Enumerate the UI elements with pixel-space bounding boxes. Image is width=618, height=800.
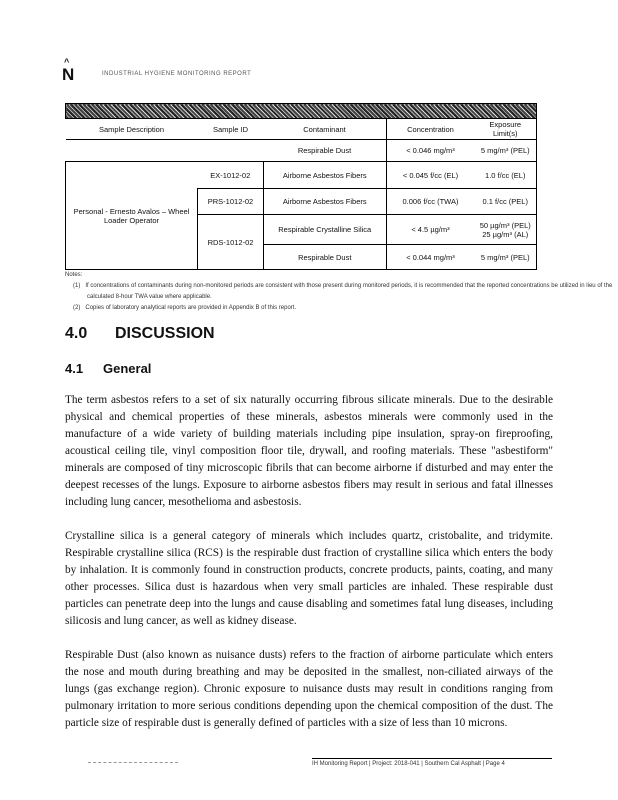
contaminant-cell: Airborne Asbestos Fibers <box>264 189 387 215</box>
concentration-cell: 0.006 f/cc (TWA) <box>386 189 475 215</box>
running-header: INDUSTRIAL HYGIENE MONITORING REPORT <box>102 71 252 77</box>
company-logo: ^ N <box>62 57 75 84</box>
sample-description-cell: Personal - Ernesto Avalos – Wheel Loader Operator <box>66 162 198 270</box>
section-heading: 4.0 DISCUSSION <box>65 325 215 342</box>
concentration-cell: < 0.046 mg/m³ <box>386 140 475 162</box>
table-row <box>66 140 537 162</box>
col-header: Contaminant <box>264 119 387 140</box>
col-header: Concentration <box>386 119 475 140</box>
col-header: Sample ID <box>198 119 264 140</box>
sample-id-cell: EX-1012-02 <box>210 170 251 180</box>
limit-cell: 5 mg/m³ (PEL) <box>475 245 537 270</box>
contaminant-cell: Respirable Crystalline Silica <box>264 215 387 245</box>
contaminant-cell: Respirable Dust <box>297 146 352 155</box>
note-item: (2) Copies of laboratory analytical reports are provided in Appendix B of this report. <box>73 305 297 311</box>
footer-rule <box>88 762 178 763</box>
paragraph: Crystalline silica is a general category of minerals which includes quartz, cristobalite, and tridymite. Respirable crystalline silica (RCS) is the respirable dust fraction of crystalline silica which enters the body by inhalation. It is commonly found in construction products, concrete products, paints, coating, and many other processes. Silica dust is hazardous when very small particles are inhaled. These respirable dust particles can penetrate deep into the lungs and cause disabling and sometimes fatal lung diseases, including silicosis and lung cancer, as well as kidney disease. <box>65 530 553 627</box>
subsection-heading: 4.1 General <box>65 361 152 376</box>
limit-cell: 1.0 f/cc (EL) <box>475 162 537 189</box>
concentration-cell: < 4.5 µg/m³ <box>386 215 475 245</box>
concentration-cell: < 0.044 mg/m³ <box>386 245 475 270</box>
col-header: Sample Description <box>66 119 198 140</box>
concentration-cell: < 0.045 f/cc (EL) <box>386 162 475 189</box>
sample-id-cell: PRS-1012-02 <box>198 189 264 215</box>
page-footer: IH Monitoring Report | Project: 2018-041 | Southern Cal Asphalt | Page 4 <box>312 758 552 767</box>
sample-id-cell: RDS-1012-02 <box>198 215 264 270</box>
body-text <box>65 392 553 749</box>
notes-label: Notes: <box>65 272 83 278</box>
paragraph: Respirable Dust (also known as nuisance dusts) refers to the fraction of airborne particulate which enters the nose and mouth during breathing and may be deposited in the smallest, non-ciliated airways of the lungs (gas exchange region). Chronic exposure to nuisance dusts may result in conditions ranging from pulmonary irritation to more serious conditions depending upon the chemical composition of the dust. The particle size of respirable dust is generally defined of particles with a size of less than 10 microns. <box>65 649 553 729</box>
table-header-row <box>66 119 537 140</box>
note-item: (1) If concentrations of contaminants during non-monitored periods are consistent with those present during monitored periods, it is recommended that the reported concentrations be utilized in lieu of the calculated 8-hour TWA value where applicable. <box>73 283 613 300</box>
contaminant-cell: Airborne Asbestos Fibers <box>264 162 387 189</box>
paragraph: The term asbestos refers to a set of six naturally occurring fibrous silicate minerals. Due to the desirable physical and chemical properties of these minerals, asbestos minerals were commonly used in the manufacture of a wide variety of building materials including pipe insulation, spray-on fireproofing, acoustical ceiling tile, vinyl composition floor tile, drywall, and roofing materials. These "asbestiform" minerals are composed of tiny microscopic fibrils that can become airborne if disturbed and may enter the deepest recesses of the lungs. Exposure to airborne asbestos fibers may result in serious and fatal illnesses including lung cancer, mesothelioma and asbestosis. <box>65 394 553 508</box>
table-notes <box>65 270 618 314</box>
table-banner <box>66 104 537 119</box>
limit-cell: 5 mg/m³ (PEL) <box>475 140 537 162</box>
contaminant-cell: Respirable Dust <box>264 245 387 270</box>
table-row <box>66 162 537 189</box>
sampling-results-table <box>65 103 537 270</box>
limit-cell: 50 µg/m³ (PEL) 25 µg/m³ (AL) <box>475 215 537 245</box>
col-header: Exposure Limit(s) <box>475 119 537 140</box>
limit-cell: 0.1 f/cc (PEL) <box>475 189 537 215</box>
